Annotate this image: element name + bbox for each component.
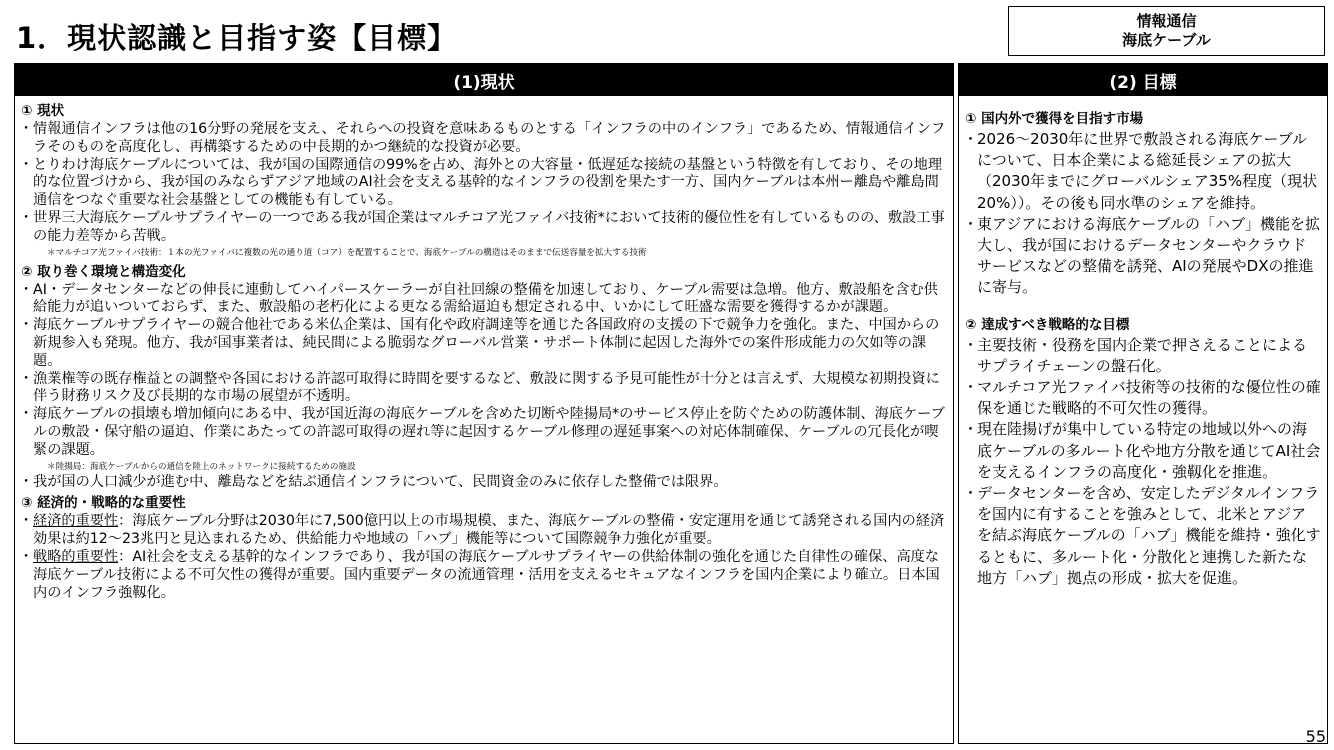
bullet-item: ・ 2026～2030年に世界で敷設される海底ケーブルについて、日本企業による総延長シェアの拡大（2030年までにグローバルシェア35%程度（現状20%））。その後も同水準のシェアを維持。 xyxy=(965,129,1321,214)
bullet-item: ・ 世界三大海底ケーブルサプライヤーの一つである我が国企業はマルチコア光ファイバ技術*において技術的優位性を有しているものの、敷設工事の能力差等から苦戦。 xyxy=(21,210,947,246)
section-heading: ① 国内外で獲得を目指す市場 xyxy=(965,111,1144,127)
targets-header: (2) 目標 xyxy=(959,64,1327,96)
economic-importance-label: 経済的重要性 xyxy=(33,513,119,530)
section-heading: ② 達成すべき戦略的な目標 xyxy=(965,316,1130,333)
bullet-item xyxy=(21,549,947,602)
bullet-item: ・ マルチコア光ファイバ技術等の技術的な優位性の確保を通じた戦略的不可欠性の獲得。 xyxy=(965,377,1321,419)
footnote: ＊マルチコア光ファイバ技術：１本の光ファイバに複数の光の通り道（コア）を配置することで、海底ケーブルの構造はそのままで伝送容量を拡大する技術 xyxy=(47,247,647,258)
category-line-1: 情報通信 xyxy=(1136,12,1197,30)
bullet-item: ・ 情報通信インフラは他の16分野の発展を支え、それらへの投資を意味あるものとする「インフラの中のインフラ」であるため、情報通信インフラそのものを高度化し、再構築するための中長期的かつ継続的な投資が必要。 xyxy=(21,121,947,157)
bullet-item: ・ 我が国の人口減少が進む中、離島などを結ぶ通信インフラについて、民間資金のみに依存した整備では限界。 xyxy=(21,474,947,492)
bullet-item: ・ 海底ケーブルの損壊も増加傾向にある中、我が国近海の海底ケーブルを含めた切断や陸揚局*のサービス停止を防ぐための防護体制、海底ケーブルの敷設・保守船の逼迫、作業にあたっての許認可取得の遅れ等に起因するケーブル修理の遅延事案への対応体制確保、ケーブルの冗長化が喫緊の課題。 xyxy=(21,406,947,459)
strategic-importance-label: 戦略的重要性 xyxy=(33,548,119,565)
targets-panel xyxy=(958,63,1328,744)
bullet-item xyxy=(21,513,947,549)
footnote: ＊陸揚局：海底ケーブルからの通信を陸上のネットワークに接続するための施設 xyxy=(47,461,356,472)
targets-body xyxy=(959,96,1327,589)
bullet-item: ・ とりわけ海底ケーブルについては、我が国の国際通信の99%を占め、海外との大容量・低遅延な接続の基盤という特徴を有しており、その地理的な位置づけから、我が国のみならずアジア地域のAI社会を支える基幹的なインフラの役割を果たす一方、国内ケーブルは本州ー離島や離島間通信をつなぐ重要な社会基盤としての機能も有している。 xyxy=(21,157,947,210)
category-line-2: 海底ケーブル xyxy=(1122,31,1211,49)
bullet-item: ・ 主要技術・役務を国内企業で押さえることによるサプライチェーンの盤石化。 xyxy=(965,335,1321,377)
bullet-item: ・ 海底ケーブルサプライヤーの競合他社である米仏企業は、国有化や政府調達等を通じた各国政府の支援の下で競争力を強化。また、中国からの新規参入も発現。他方、我が国事業者は、純民間による脆弱なグローバル営業・サポート体制に起因した海外での案件形成能力の欠如等の課題。 xyxy=(21,317,947,370)
section-heading: ② 取り巻く環境と構造変化 xyxy=(21,263,186,280)
category-box xyxy=(1008,6,1325,56)
section-heading: ③ 経済的・戦略的な重要性 xyxy=(21,495,186,512)
section-heading: ① 現状 xyxy=(21,103,65,119)
bullet-text: ：AI社会を支える基幹的なインフラであり、我が国の海底ケーブルサプライヤーの供給体制の強化を通じた自律性の確保、高度な海底ケーブル技術による不可欠性の獲得が重要。国内重要データの流通管理・活用を支えるセキュアなインフラを国内企業により確立。日本国内のインフラ強靱化。 xyxy=(33,548,940,601)
bullet-item: ・ AI・データセンターなどの伸長に連動してハイパースケーラーが自社回線の整備を加速しており、ケーブル需要は急増。他方、敷設船を含む供給能力が追いついておらず、また、敷設船の老朽化による更なる需給逼迫も想定される中、いかにして旺盛な需要を獲得するかが課題。 xyxy=(21,282,947,318)
bullet-text: ：海底ケーブル分野は2030年に7,500億円以上の市場規模、また、海底ケーブルの整備・安定運用を通じて誘発される国内の経済効果は約12～23兆円と見込まれるため、供給能力や地域の「ハブ」機能等について国際競争力強化が重要。 xyxy=(33,513,945,548)
page-number: 55 xyxy=(1305,727,1326,746)
bullet-item: ・ データセンターを含め、安定したデジタルインフラを国内に有することを強みとして、北米とアジアを結ぶ海底ケーブルの「ハブ」機能を維持・強化するともに、多ルート化・分散化と連携した新たな地方「ハブ」拠点の形成・拡大を促進。 xyxy=(965,483,1321,589)
bullet-item: ・ 東アジアにおける海底ケーブルの「ハブ」機能を拡大し、我が国におけるデータセンターやクラウドサービスなどの整備を誘発、AIの発展やDXの推進に寄与。 xyxy=(965,214,1321,299)
current-state-panel xyxy=(14,63,954,744)
current-state-header: (1)現状 xyxy=(15,64,953,96)
page-title: 1．現状認識と目指す姿【目標】 xyxy=(16,21,458,55)
bullet-item: ・ 漁業権等の既存権益との調整や各国における許認可取得に時間を要するなど、敷設に関する予見可能性が十分とは言えず、大規模な初期投資に伴う財務リスク及び長期的な市場の展望が不透明。 xyxy=(21,371,947,407)
bullet-item: ・ 現在陸揚げが集中している特定の地域以外への海底ケーブルの多ルート化や地方分散を通じてAI社会を支えるインフラの高度化・強靱化を推進。 xyxy=(965,419,1321,483)
current-state-body xyxy=(15,96,953,602)
